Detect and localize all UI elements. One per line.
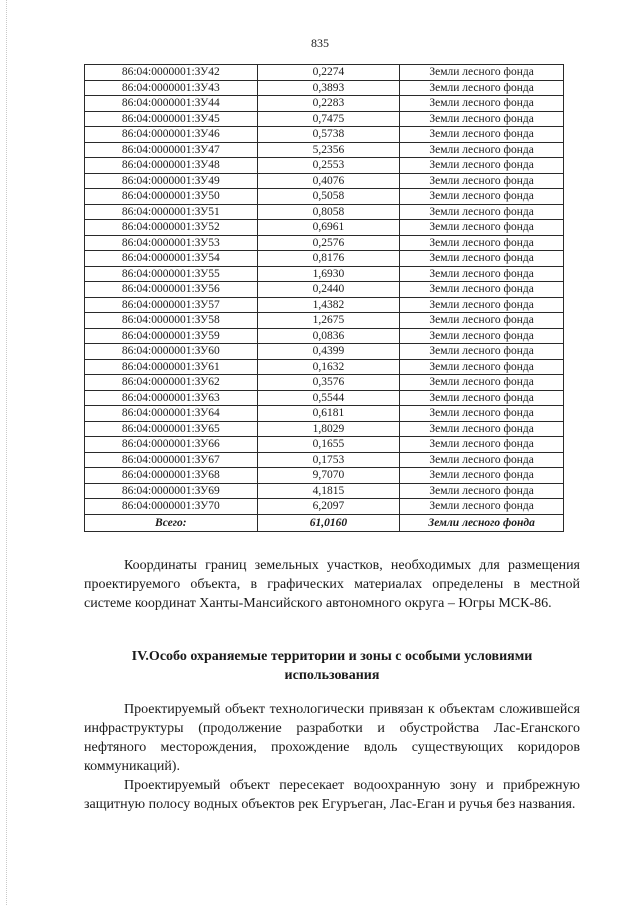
- parcel-land-category: Земли лесного фонда: [400, 235, 564, 251]
- parcel-land-category: Земли лесного фонда: [400, 437, 564, 453]
- parcel-cadastral-number: 86:04:0000001:ЗУ54: [85, 251, 258, 267]
- table-row: [85, 158, 564, 174]
- parcel-land-category: Земли лесного фонда: [400, 220, 564, 236]
- parcel-cadastral-number: 86:04:0000001:ЗУ70: [85, 499, 258, 515]
- page-number: 835: [311, 36, 329, 50]
- table-row: [85, 406, 564, 422]
- parcel-land-category: Земли лесного фонда: [400, 251, 564, 267]
- parcel-area: 0,7475: [257, 111, 400, 127]
- parcel-cadastral-number: 86:04:0000001:ЗУ48: [85, 158, 258, 174]
- table-row: [85, 483, 564, 499]
- parcel-area: 1,2675: [257, 313, 400, 329]
- land-parcels-table-body: [85, 65, 564, 515]
- parcel-land-category: Земли лесного фонда: [400, 142, 564, 158]
- parcel-land-category: Земли лесного фонда: [400, 313, 564, 329]
- parcel-area: 0,6181: [257, 406, 400, 422]
- parcel-land-category: Земли лесного фонда: [400, 328, 564, 344]
- parcel-area: 0,2440: [257, 282, 400, 298]
- table-row: [85, 328, 564, 344]
- table-row: [85, 344, 564, 360]
- parcel-land-category: Земли лесного фонда: [400, 80, 564, 96]
- table-row: [85, 111, 564, 127]
- parcel-cadastral-number: 86:04:0000001:ЗУ69: [85, 483, 258, 499]
- land-parcels-table: [84, 64, 564, 532]
- table-row: [85, 235, 564, 251]
- table-row: [85, 313, 564, 329]
- table-row: [85, 499, 564, 515]
- parcel-cadastral-number: 86:04:0000001:ЗУ65: [85, 421, 258, 437]
- parcel-cadastral-number: 86:04:0000001:ЗУ56: [85, 282, 258, 298]
- parcel-cadastral-number: 86:04:0000001:ЗУ47: [85, 142, 258, 158]
- table-row: [85, 266, 564, 282]
- parcel-cadastral-number: 86:04:0000001:ЗУ45: [85, 111, 258, 127]
- infrastructure-paragraph: Проектируемый объект технологически привязан к объектам сложившейся инфраструктуры (продолжение разработки и обустройства Лас-Еганского нефтяного месторождения, прохождение вдоль существующих коридоров коммуникаций).: [84, 702, 580, 774]
- table-row: [85, 282, 564, 298]
- table-row: [85, 251, 564, 267]
- parcel-cadastral-number: 86:04:0000001:ЗУ60: [85, 344, 258, 360]
- table-row: [85, 421, 564, 437]
- parcel-area: 0,2283: [257, 96, 400, 112]
- parcel-land-category: Земли лесного фонда: [400, 266, 564, 282]
- parcel-cadastral-number: 86:04:0000001:ЗУ68: [85, 468, 258, 484]
- parcel-cadastral-number: 86:04:0000001:ЗУ50: [85, 189, 258, 205]
- parcel-land-category: Земли лесного фонда: [400, 282, 564, 298]
- parcel-cadastral-number: 86:04:0000001:ЗУ63: [85, 390, 258, 406]
- parcel-land-category: Земли лесного фонда: [400, 499, 564, 515]
- parcel-area: 0,2576: [257, 235, 400, 251]
- parcel-cadastral-number: 86:04:0000001:ЗУ42: [85, 65, 258, 81]
- total-area: 61,0160: [257, 514, 400, 531]
- parcel-land-category: Земли лесного фонда: [400, 158, 564, 174]
- parcel-land-category: Земли лесного фонда: [400, 483, 564, 499]
- parcel-land-category: Земли лесного фонда: [400, 96, 564, 112]
- table-row: [85, 452, 564, 468]
- parcel-area: 0,3576: [257, 375, 400, 391]
- table-row: [85, 468, 564, 484]
- parcel-area: 0,0836: [257, 328, 400, 344]
- parcel-land-category: Земли лесного фонда: [400, 127, 564, 143]
- parcel-area: 0,5058: [257, 189, 400, 205]
- parcel-land-category: Земли лесного фонда: [400, 344, 564, 360]
- parcel-cadastral-number: 86:04:0000001:ЗУ49: [85, 173, 258, 189]
- parcel-area: 0,6961: [257, 220, 400, 236]
- parcel-cadastral-number: 86:04:0000001:ЗУ61: [85, 359, 258, 375]
- parcel-cadastral-number: 86:04:0000001:ЗУ46: [85, 127, 258, 143]
- parcel-area: 6,2097: [257, 499, 400, 515]
- parcel-area: 4,1815: [257, 483, 400, 499]
- parcel-cadastral-number: 86:04:0000001:ЗУ43: [85, 80, 258, 96]
- parcel-land-category: Земли лесного фонда: [400, 111, 564, 127]
- parcel-cadastral-number: 86:04:0000001:ЗУ66: [85, 437, 258, 453]
- table-row: [85, 375, 564, 391]
- table-row: [85, 204, 564, 220]
- table-row: [85, 297, 564, 313]
- parcel-land-category: Земли лесного фонда: [400, 468, 564, 484]
- table-row: [85, 173, 564, 189]
- parcel-land-category: Земли лесного фонда: [400, 452, 564, 468]
- parcel-area: 1,6930: [257, 266, 400, 282]
- parcel-cadastral-number: 86:04:0000001:ЗУ53: [85, 235, 258, 251]
- parcel-land-category: Земли лесного фонда: [400, 204, 564, 220]
- parcel-area: 0,8176: [257, 251, 400, 267]
- parcel-area: 0,2553: [257, 158, 400, 174]
- table-row: [85, 65, 564, 81]
- table-row: [85, 142, 564, 158]
- parcel-area: 0,8058: [257, 204, 400, 220]
- parcel-cadastral-number: 86:04:0000001:ЗУ58: [85, 313, 258, 329]
- parcel-area: 9,7070: [257, 468, 400, 484]
- parcel-cadastral-number: 86:04:0000001:ЗУ59: [85, 328, 258, 344]
- table-total-row: [85, 514, 564, 531]
- scan-margin-line: [6, 0, 7, 905]
- coordinates-paragraph: Координаты границ земельных участков, необходимых для размещения проектируемого объекта, в графических материалах определены в местной системе координат Ханты-Мансийского автономного округа – Югры МСК-86.: [84, 558, 580, 611]
- parcel-cadastral-number: 86:04:0000001:ЗУ52: [85, 220, 258, 236]
- table-row: [85, 96, 564, 112]
- section-heading: IV.Особо охраняемые территории и зоны с особыми условиями использования: [131, 649, 533, 683]
- parcel-area: 0,4399: [257, 344, 400, 360]
- parcel-area: 0,5544: [257, 390, 400, 406]
- table-row: [85, 127, 564, 143]
- parcel-area: 0,2274: [257, 65, 400, 81]
- table-row: [85, 359, 564, 375]
- parcel-land-category: Земли лесного фонда: [400, 173, 564, 189]
- parcel-area: 1,4382: [257, 297, 400, 313]
- parcel-land-category: Земли лесного фонда: [400, 406, 564, 422]
- water-protection-paragraph: Проектируемый объект пересекает водоохранную зону и прибрежную защитную полосу водных объектов рек Егуръеган, Лас-Еган и ручья без названия.: [84, 778, 580, 812]
- parcel-area: 5,2356: [257, 142, 400, 158]
- parcel-area: 0,4076: [257, 173, 400, 189]
- parcel-land-category: Земли лесного фонда: [400, 375, 564, 391]
- table-row: [85, 189, 564, 205]
- table-row: [85, 80, 564, 96]
- parcel-cadastral-number: 86:04:0000001:ЗУ51: [85, 204, 258, 220]
- parcel-area: 0,3893: [257, 80, 400, 96]
- table-row: [85, 220, 564, 236]
- parcel-area: 0,1632: [257, 359, 400, 375]
- parcel-area: 1,8029: [257, 421, 400, 437]
- parcel-cadastral-number: 86:04:0000001:ЗУ67: [85, 452, 258, 468]
- parcel-land-category: Земли лесного фонда: [400, 65, 564, 81]
- parcel-land-category: Земли лесного фонда: [400, 297, 564, 313]
- parcel-area: 0,5738: [257, 127, 400, 143]
- parcel-land-category: Земли лесного фонда: [400, 421, 564, 437]
- parcel-land-category: Земли лесного фонда: [400, 390, 564, 406]
- parcel-area: 0,1753: [257, 452, 400, 468]
- parcel-area: 0,1655: [257, 437, 400, 453]
- total-category: Земли лесного фонда: [400, 514, 564, 531]
- parcel-cadastral-number: 86:04:0000001:ЗУ57: [85, 297, 258, 313]
- table-row: [85, 390, 564, 406]
- parcel-cadastral-number: 86:04:0000001:ЗУ64: [85, 406, 258, 422]
- parcel-cadastral-number: 86:04:0000001:ЗУ44: [85, 96, 258, 112]
- total-label: Всего:: [85, 514, 258, 531]
- parcel-land-category: Земли лесного фонда: [400, 359, 564, 375]
- parcel-cadastral-number: 86:04:0000001:ЗУ55: [85, 266, 258, 282]
- table-row: [85, 437, 564, 453]
- parcel-cadastral-number: 86:04:0000001:ЗУ62: [85, 375, 258, 391]
- parcel-land-category: Земли лесного фонда: [400, 189, 564, 205]
